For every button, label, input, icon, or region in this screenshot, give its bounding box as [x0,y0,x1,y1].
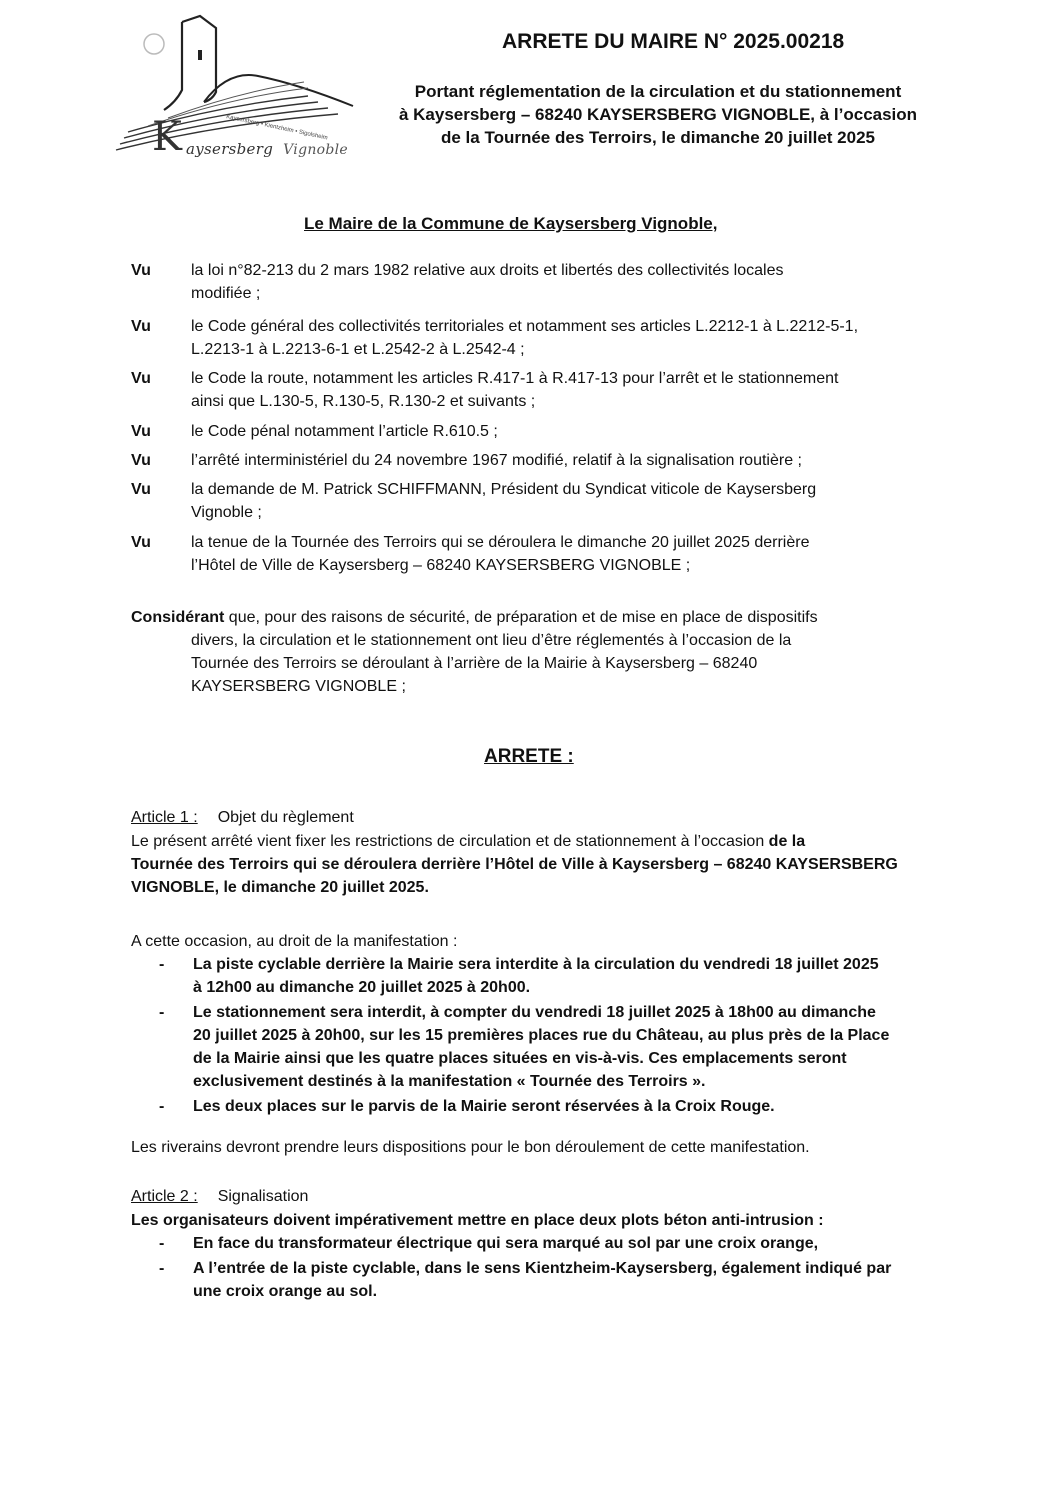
list-item: - Les deux places sur le parvis de la Mairie seront réservées à la Croix Rouge. [159,1098,775,1115]
list-item: - La piste cyclable derrière la Mairie sera interdite à la circulation du vendredi 18 juillet 2025 à 12h00 au dimanche 20 juillet 2025 à 20h00. [159,956,879,996]
article-1-paragraph: Le présent arrêté vient fixer les restrictions de circulation et de stationnement à l’occasion de la Tournée des Terroirs qui se déroulera derrière l’Hôtel de Ville à Kaysersberg – 68240 KAYSERSBERG VIGNOBLE, le dimanche 20 juillet 2025. [131,833,898,896]
article-2-list [131,1232,931,1305]
article-1-intro: A cette occasion, au droit de la manifestation : [131,933,458,950]
article-1-heading: Article 1 : Objet du règlement [131,809,354,826]
article-1-list [131,953,931,1120]
decree-subtitle: Portant réglementation de la circulation et du stationnement à Kaysersberg – 68240 KAYSERSBERG VIGNOBLE, à l’occasion de la Tournée des Terroirs, le dimanche 20 juillet 2025 [398,82,918,147]
considerant-paragraph: Considérant que, pour des raisons de sécurité, de préparation et de mise en place de dispositifs divers, la circulation et le stationnement ont lieu d’être réglementés à l’occasion de la Tournée des Terroirs se déroulant à l’arrière de la Mairie à Kaysersberg – 68240 KAYSERSBERG VIGNOBLE ; [131,609,818,695]
mayor-heading: Le Maire de la Commune de Kaysersberg Vignoble, [304,214,718,233]
list-item: - A l’entrée de la piste cyclable, dans le sens Kientzheim-Kaysersberg, également indiqué par une croix orange au sol. [159,1260,892,1300]
document-page: Kaysersberg • Kientzheim • Sigolsheim K aysersberg Vignoble ARRETE DU MAIRE N° 2025.00218 Portant réglementation de la circulation et du stationnement à Kaysersberg – 68240 KAYSERSBERG VIGNOBLE, à l’occasion de la Tournée des Terroirs, le dimanche 20 juillet 2025 Le Maire de la Commune de Kaysersberg Vignoble, Vu la loi n°82-213 du 2 mars 1982 relative aux droits et libertés des collectivités locales modifiée ; Vu le Code général des collectivités territoriales et notamment ses articles L.2212-1 à L.2212-5-1, L.2213-1 à L.2213-6-1 et L.2542-2 à L.2542-4 ; Vu le Code la route, notamment les articles R.417-1 à R.417-13 pour l’arrêt et le stationnement ainsi que L.130-5, R.130-5, R.130-2 et suivants ; Vu le Code pénal notamment l’article R.610.5 ; Vu l’arrêté interministériel du 24 novembre 1967 modifié, relatif à la signalisation routière ; Vu la demande de M. Patrick SCHIFFMANN, Président du Syndicat viticole de Kaysersberg Vignoble ; Vu la tenue de la Tournée des Terroirs qui se déroulera le dimanche 20 juillet 2025 derrière l’Hôtel de Ville de Kaysersberg – 68240 KAYSERSBERG VIGNOBLE ; Considérant que, pour des raisons de sécurité, de préparation et de mise en place de dispositifs divers, la circulation et le stationnement ont lieu d’être réglementés à l’occasion de la Tournée des Terroirs se déroulant à l’arrière de la Mairie à Kaysersberg – 68240 KAYSERSBERG VIGNOBLE ; ARRETE : Article 1 : Objet du règlement Le présent arrêté vient fixer les restrictions de circulation et de stationnement à l’occasion de la Tournée des Terroirs qui se déroulera derrière l’Hôtel de Ville à Kaysersberg – 68240 KAYSERSBERG VIGNOBLE, le dimanche 20 juillet 2025. A cette occasion, au droit de la manifestation : - La piste cyclable derrière la Mairie sera interdite à la circulation du vendredi 18 juillet 2025 à 12h00 au dimanche 20 juillet 2025 à 20h00. - Le stationnement sera interdit, à compter du vendredi 18 juillet 2025 à 18h00 au dimanche 20 juillet 2025 à 20h00, sur les 15 premières places rue du Château, au plus près de la Place de la Mairie ainsi que les quatre places situées en vis-à-vis. Ces emplacements seront exclusivement destinés à la manifestation « Tournée des Terroirs ». - Les deux places sur le parvis de la Mairie seront réservées à la Croix Rouge. Les riverains devront prendre leurs dispositions pour le bon déroulement de cette manifestation. Article 2 : Signalisation Les organisateurs doivent impérativement mettre en place deux plots béton anti-intrusion : - En face du transformateur électrique qui sera marqué au sol par une croix orange, - A l’entrée de la piste cyclable, dans le sens Kientzheim-Kaysersberg, également indiqué par une croix orange au sol. [0,0,1058,1496]
decree-title: ARRETE DU MAIRE N° 2025.00218 [502,30,845,53]
article-2-heading: Article 2 : Signalisation [131,1188,309,1205]
list-item: - En face du transformateur électrique qui sera marqué au sol par une croix orange, [159,1235,819,1252]
article-1-closing: Les riverains devront prendre leurs dispositions pour le bon déroulement de cette manifestation. [131,1139,810,1156]
list-item: - Le stationnement sera interdit, à compter du vendredi 18 juillet 2025 à 18h00 au dimanche 20 juillet 2025 à 20h00, sur les 15 premières places rue du Château, au plus près de la Place de la Mairie ainsi que les quatre places situées en vis-à-vis. Ces emplacements seront exclusivement destinés à la manifestation « Tournée des Terroirs ». [159,1004,890,1090]
logo-arc-text: Kaysersberg • Kientzheim • Sigolsheim [225,114,329,142]
logo-wordmark: K aysersberg Vignoble [152,114,348,160]
arrete-heading: ARRETE : [484,746,574,767]
article-2-intro: Les organisateurs doivent impérativement mettre en place deux plots béton anti-intrusion : [131,1212,824,1229]
commune-logo [108,14,378,164]
